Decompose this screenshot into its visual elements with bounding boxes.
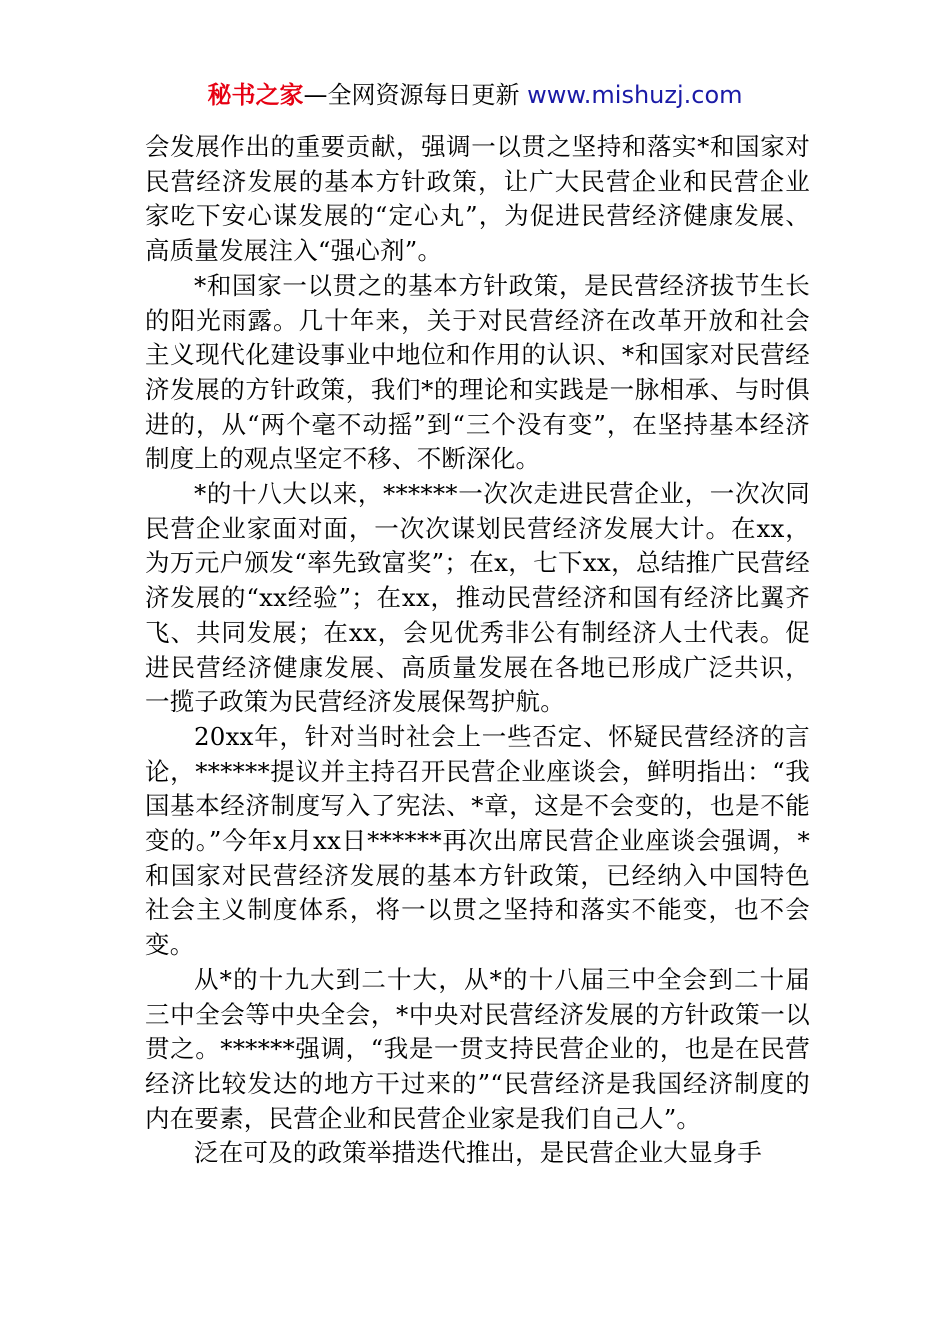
paragraph: *和国家一以贯之的基本方针政策，是民营经济拔节生长的阳光雨露。几十年来，关于对民营经济在改革开放和社会主义现代化建设事业中地位和作用的认识、*和国家对民营经济发展的方针政策，我们*的理论和实践是一脉相承、与时俱进的，从“两个毫不动摇”到“三个没有变”，在坚持基本经济制度上的观点坚定不移、不断深化。 (145, 270, 810, 474)
paragraph: 从*的十九大到二十大，从*的十八届三中全会到二十届三中全会等中央全会，*中央对民营经济发展的方针政策一以贯之。******强调，“我是一贯支持民营企业的，也是在民营经济比较发达的地方干过来的”“民营经济是我国经济制度的内在要素，民营企业和民营企业家是我们自己人”。 (145, 964, 810, 1133)
page-header (0, 78, 950, 112)
document-body (145, 130, 810, 1171)
site-url[interactable]: www.mishuzj.com (527, 81, 743, 109)
paragraph: *的十八大以来，******一次次走进民营企业，一次次同民营企业家面对面，一次次谋划民营经济发展大计。在xx，为万元户颁发“率先致富奖”；在x，七下xx，总结推广民营经济发展的“xx经验”；在xx，推动民营经济和国有经济比翼齐飞、共同发展；在xx，会见优秀非公有制经济人士代表。促进民营经济健康发展、高质量发展在各地已形成广泛共识，一揽子政策为民营经济发展保驾护航。 (145, 479, 810, 717)
paragraph-continued: 会发展作出的重要贡献，强调一以贯之坚持和落实*和国家对民营经济发展的基本方针政策，让广大民营企业和民营企业家吃下安心谋发展的“定心丸”，为促进民营经济健康发展、高质量发展注入“强心剂”。 (145, 132, 810, 266)
paragraph: 20xx年，针对当时社会上一些否定、怀疑民营经济的言论，******提议并主持召开民营企业座谈会，鲜明指出：“我国基本经济制度写入了宪法、*章，这是不会变的，也是不能变的。”今年x月xx日******再次出席民营企业座谈会强调，*和国家对民营经济发展的基本方针政策，已经纳入中国特色社会主义制度体系，将一以贯之坚持和落实不能变，也不会变。 (145, 721, 810, 960)
site-tagline: —全网资源每日更新 (303, 81, 528, 109)
site-brand: 秘书之家 (207, 81, 304, 109)
paragraph: 泛在可及的政策举措迭代推出，是民营企业大显身手 (194, 1138, 763, 1168)
